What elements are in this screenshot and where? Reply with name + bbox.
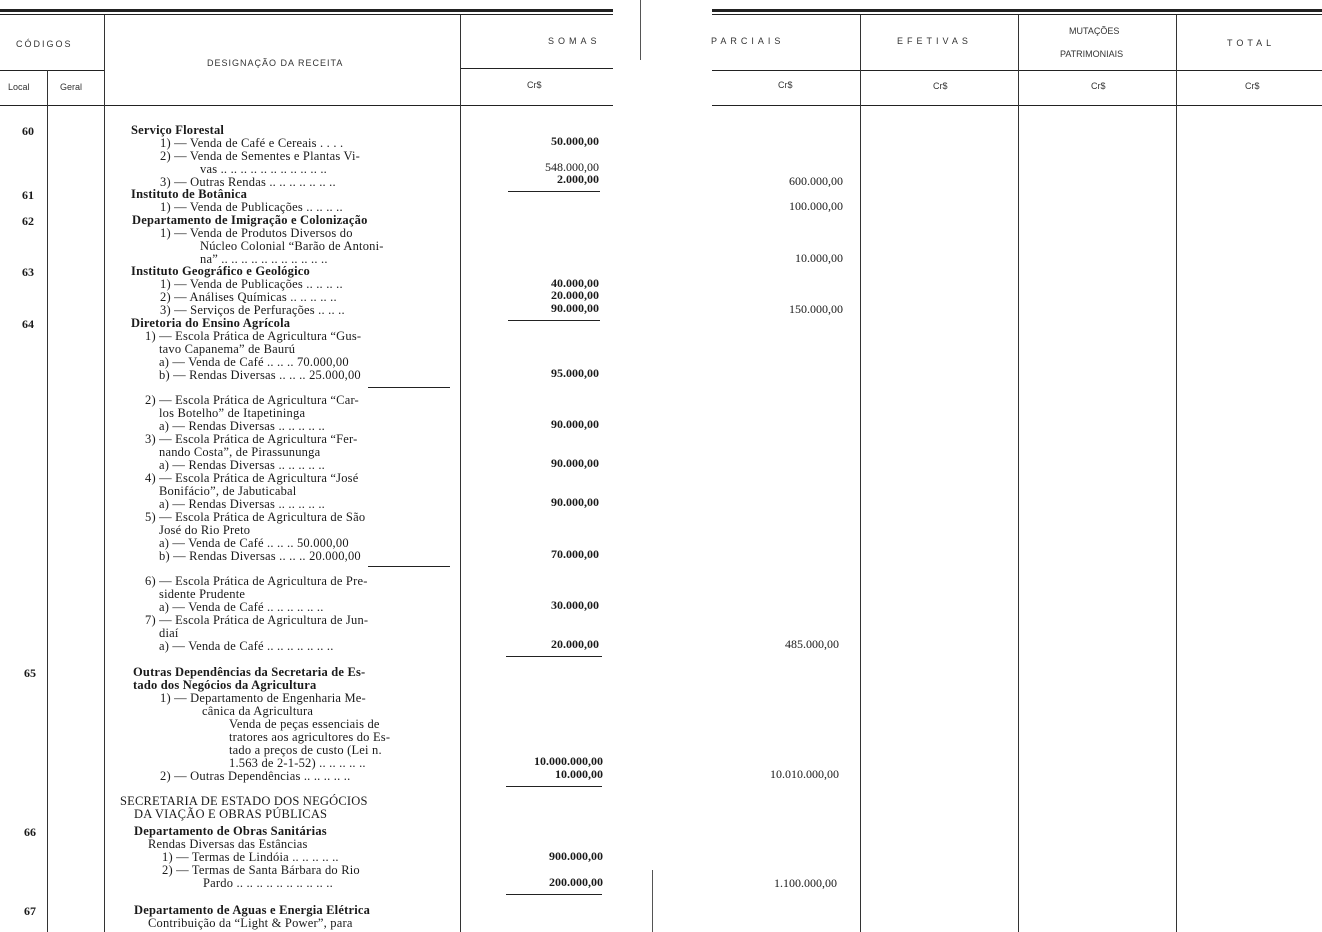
page-gutter-mark	[652, 870, 653, 932]
parciais-value: 100.000,00	[789, 199, 843, 213]
efetivas-header: EFETIVAS	[897, 36, 972, 46]
desc-line: Departamento de Aguas e Energia Elétrica	[134, 903, 371, 917]
somas-value: 70.000,00	[551, 547, 599, 561]
geral-header: Geral	[60, 82, 83, 92]
somas-value: 548.000,00	[545, 160, 599, 174]
header-bottom-rule-left	[0, 105, 613, 106]
code-local: 63	[22, 265, 34, 279]
col-divider-parciais-efetivas	[860, 15, 861, 932]
desc-line: Serviço Florestal	[131, 123, 225, 137]
desc-line: 4) — Escola Prática de Agricultura “José	[145, 471, 359, 485]
desc-line: vas .. .. .. .. .. .. .. .. .. .. ..	[200, 162, 327, 176]
parciais-value: 10.000,00	[795, 251, 843, 265]
code-local: 66	[24, 825, 36, 839]
somas-value: 2.000,00	[557, 172, 599, 186]
desc-line: tado dos Negócios da Agricultura	[133, 678, 317, 692]
desc-line: 3) — Escola Prática de Agricultura “Fer-	[145, 432, 358, 446]
page-gutter-mark	[640, 0, 641, 60]
somas-value: 900.000,00	[549, 849, 603, 863]
desc-line: sidente Prudente	[159, 587, 246, 601]
col-divider-local-geral	[47, 70, 48, 932]
desc-line: 7) — Escola Prática de Agricultura de Jun-	[145, 613, 369, 627]
desc-line: 2) — Análises Químicas .. .. .. .. ..	[160, 290, 337, 304]
desc-line: a) — Venda de Café .. .. .. 50.000,00	[159, 536, 349, 550]
desc-line: 1) — Departamento de Engenharia Me-	[160, 691, 366, 705]
desc-line: cânica da Agricultura	[202, 704, 314, 718]
mutacoes-header-line1: MUTAÇÕES	[1069, 26, 1120, 36]
desc-line: 5) — Escola Prática de Agricultura de São	[145, 510, 366, 524]
desc-line: a) — Venda de Café .. .. .. .. .. .. ..	[159, 639, 334, 653]
somas-subtotal-rule	[508, 320, 600, 321]
desc-line: DA VIAÇÃO E OBRAS PÚBLICAS	[134, 807, 328, 821]
desc-line: nando Costa”, de Pirassununga	[159, 445, 321, 459]
desc-line: SECRETARIA DE ESTADO DOS NEGÓCIOS	[120, 794, 368, 808]
top-rule-left	[0, 9, 613, 12]
desc-line: Rendas Diversas das Estâncias	[148, 837, 308, 851]
desc-line: José do Rio Preto	[159, 523, 251, 537]
top-rule-right-thin	[712, 14, 1322, 15]
col-divider-desc-somas	[460, 15, 461, 932]
desc-line: Bonifácio”, de Jabuticabal	[159, 484, 297, 498]
col-divider-mutacoes-total	[1176, 15, 1177, 932]
desc-line: a) — Rendas Diversas .. .. .. .. ..	[159, 497, 325, 511]
code-local: 61	[22, 188, 34, 202]
codigos-header: CÓDIGOS	[16, 39, 73, 49]
somas-subtotal-rule	[506, 786, 602, 787]
desc-line: Contribuição da “Light & Power”, para	[148, 916, 353, 930]
desc-line: 2) — Escola Prática de Agricultura “Car-	[145, 393, 359, 407]
somas-value: 10.000,00	[555, 767, 603, 781]
parciais-value: 150.000,00	[789, 302, 843, 316]
right-header-divider	[712, 70, 1322, 71]
codes-header-divider	[0, 70, 104, 71]
mutacoes-currency: Cr$	[1091, 81, 1106, 91]
desc-line: 3) — Outras Rendas .. .. .. .. .. .. ..	[160, 175, 336, 189]
somas-value: 30.000,00	[551, 598, 599, 612]
top-rule-right	[712, 9, 1322, 12]
desc-line: 1) — Venda de Publicações .. .. .. ..	[160, 277, 343, 291]
desc-line: 1) — Venda de Café e Cereais . . . .	[160, 136, 344, 150]
desc-line: a) — Rendas Diversas .. .. .. .. ..	[159, 458, 325, 472]
top-rule-left-thin	[0, 14, 613, 15]
somas-subtotal-rule	[506, 894, 602, 895]
somas-value: 10.000.000,00	[534, 754, 603, 768]
desc-line: Instituto Geográfico e Geológico	[131, 264, 310, 278]
desc-line: na” .. .. .. .. .. .. .. .. .. .. ..	[200, 252, 328, 266]
desc-line: Diretoria do Ensino Agrícola	[131, 316, 291, 330]
mutacoes-header-line2: PATRIMONIAIS	[1060, 49, 1124, 59]
desc-subtotal-rule	[368, 566, 450, 567]
desc-line: tratores aos agricultores do Es-	[229, 730, 391, 744]
somas-value: 200.000,00	[549, 875, 603, 889]
desc-line: 1) — Venda de Produtos Diversos do	[160, 226, 353, 240]
desc-line: 2) — Venda de Sementes e Plantas Vi-	[160, 149, 361, 163]
somas-value: 20.000,00	[551, 637, 599, 651]
desc-line: los Botelho” de Itapetininga	[159, 406, 306, 420]
desc-line: a) — Venda de Café .. .. .. 70.000,00	[159, 355, 349, 369]
somas-value: 40.000,00	[551, 276, 599, 290]
designacao-header: DESIGNAÇÃO DA RECEITA	[207, 58, 344, 68]
desc-line: b) — Rendas Diversas .. .. .. 25.000,00	[159, 368, 361, 382]
desc-line: a) — Rendas Diversas .. .. .. .. ..	[159, 419, 325, 433]
somas-value: 50.000,00	[551, 134, 599, 148]
desc-line: Venda de peças essenciais de	[229, 717, 380, 731]
somas-header: SOMAS	[548, 36, 601, 46]
desc-line: 1) — Venda de Publicações .. .. .. ..	[160, 200, 343, 214]
desc-line: Instituto de Botânica	[131, 187, 248, 201]
somas-subtotal-rule	[506, 656, 602, 657]
somas-value: 90.000,00	[551, 417, 599, 431]
code-local: 64	[22, 317, 34, 331]
somas-currency: Cr$	[527, 80, 542, 90]
desc-line: b) — Rendas Diversas .. .. .. 20.000,00	[159, 549, 361, 563]
local-header: Local	[8, 82, 30, 92]
desc-line: Departamento de Imigração e Colonização	[132, 213, 368, 227]
desc-line: 1.563 de 2-1-52) .. .. .. .. ..	[229, 756, 366, 770]
parciais-value: 10.010.000,00	[770, 767, 839, 781]
col-divider-geral-desc	[104, 15, 105, 932]
parciais-header: PARCIAIS	[711, 36, 785, 46]
somas-subtotal-rule	[508, 191, 600, 192]
desc-line: tado a preços de custo (Lei n.	[229, 743, 382, 757]
somas-value: 20.000,00	[551, 288, 599, 302]
desc-line: 1) — Termas de Lindóia .. .. .. .. ..	[162, 850, 339, 864]
code-local: 67	[24, 904, 36, 918]
desc-subtotal-rule	[368, 387, 450, 388]
desc-line: 1) — Escola Prática de Agricultura “Gus-	[145, 329, 362, 343]
col-divider-efetivas-mutacoes	[1018, 15, 1019, 932]
desc-line: Pardo .. .. .. .. .. .. .. .. .. ..	[203, 876, 333, 890]
parciais-value: 485.000,00	[785, 637, 839, 651]
parciais-value: 600.000,00	[789, 174, 843, 188]
total-header: TOTAL	[1227, 38, 1276, 48]
desc-line: Núcleo Colonial “Barão de Antoni-	[200, 239, 384, 253]
code-local: 65	[24, 666, 36, 680]
somas-value: 90.000,00	[551, 495, 599, 509]
parciais-currency: Cr$	[778, 80, 793, 90]
somas-value: 95.000,00	[551, 366, 599, 380]
desc-line: a) — Venda de Café .. .. .. .. .. ..	[159, 600, 324, 614]
desc-line: diaí	[159, 626, 179, 640]
parciais-value: 1.100.000,00	[774, 876, 837, 890]
header-bottom-rule-right	[712, 105, 1322, 106]
desc-line: 6) — Escola Prática de Agricultura de Pre-	[145, 574, 368, 588]
desc-line: 3) — Serviços de Perfurações .. .. ..	[160, 303, 345, 317]
desc-line: 2) — Termas de Santa Bárbara do Rio	[162, 863, 360, 877]
code-local: 60	[22, 124, 34, 138]
desc-line: Departamento de Obras Sanitárias	[134, 824, 327, 838]
somas-value: 90.000,00	[551, 301, 599, 315]
somas-value: 90.000,00	[551, 456, 599, 470]
code-local: 62	[22, 214, 34, 228]
desc-line: Outras Dependências da Secretaria de Es-	[133, 665, 366, 679]
efetivas-currency: Cr$	[933, 81, 948, 91]
desc-line: tavo Capanema” de Baurú	[159, 342, 296, 356]
total-currency: Cr$	[1245, 81, 1260, 91]
desc-line: 2) — Outras Dependências .. .. .. .. ..	[160, 769, 351, 783]
somas-header-divider	[460, 68, 613, 69]
